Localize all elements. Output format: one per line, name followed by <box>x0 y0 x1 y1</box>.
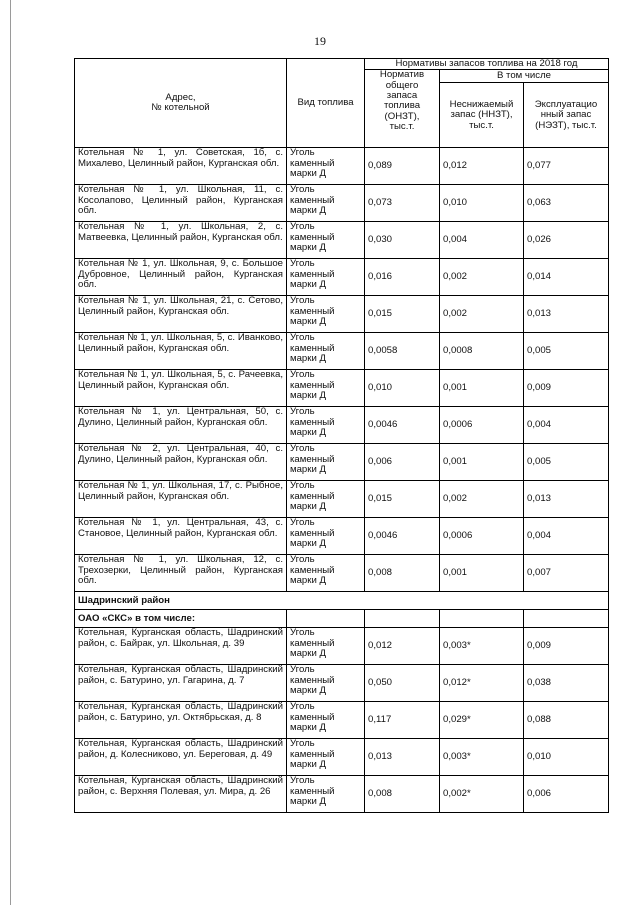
table-row <box>75 776 609 813</box>
header-fuel-type: Вид топлива <box>287 59 365 148</box>
address-cell: Котельная, Курганская область, Шадринский район, с. Батурино, ул. Гагарина, д. 7 <box>75 665 287 702</box>
nnzt-cell: 0,012 <box>440 148 524 185</box>
fuel-type-cell: Уголь каменный марки Д <box>287 222 365 259</box>
table-row <box>75 481 609 518</box>
total-reserve-cell: 0,089 <box>365 148 440 185</box>
nnzt-cell: 0,0008 <box>440 333 524 370</box>
address-cell: Котельная № 1, ул. Советская, 1б, с. Михалево, Целинный район, Курганская обл. <box>75 148 287 185</box>
section-empty-cell <box>524 610 609 628</box>
total-reserve-cell: 0,015 <box>365 296 440 333</box>
nnzt-cell: 0,029* <box>440 702 524 739</box>
table-row <box>75 148 609 185</box>
total-reserve-cell: 0,010 <box>365 370 440 407</box>
nezt-cell: 0,063 <box>524 185 609 222</box>
nezt-cell: 0,005 <box>524 444 609 481</box>
table-row <box>75 296 609 333</box>
fuel-type-cell: Уголь каменный марки Д <box>287 370 365 407</box>
address-cell: Котельная № 1, ул. Школьная, 11, с. Косолапово, Целинный район, Курганская обл. <box>75 185 287 222</box>
address-cell: Котельная № 1, ул. Школьная, 17, с. Рыбное, Целинный район, Курганская обл. <box>75 481 287 518</box>
nnzt-cell: 0,0006 <box>440 407 524 444</box>
address-cell: Котельная, Курганская область, Шадринский район, с. Верхняя Полевая, ул. Мира, д. 26 <box>75 776 287 813</box>
nezt-cell: 0,038 <box>524 665 609 702</box>
fuel-type-cell: Уголь каменный марки Д <box>287 444 365 481</box>
fuel-type-cell: Уголь каменный марки Д <box>287 628 365 665</box>
total-reserve-cell: 0,117 <box>365 702 440 739</box>
table-row <box>75 665 609 702</box>
nnzt-cell: 0,003* <box>440 739 524 776</box>
total-reserve-cell: 0,006 <box>365 444 440 481</box>
fuel-type-cell: Уголь каменный марки Д <box>287 665 365 702</box>
nnzt-cell: 0,004 <box>440 222 524 259</box>
header-nnzt: Неснижаемый запас (ННЗТ), тыс.т. <box>440 83 524 148</box>
address-cell: Котельная № 1, ул. Центральная, 43, с. Становое, Целинный район, Курганская обл. <box>75 518 287 555</box>
total-reserve-cell: 0,012 <box>365 628 440 665</box>
header-norms-group: Нормативы запасов топлива на 2018 год <box>365 59 609 70</box>
nnzt-cell: 0,002 <box>440 259 524 296</box>
header-including: В том числе <box>440 70 609 83</box>
fuel-type-cell: Уголь каменный марки Д <box>287 296 365 333</box>
nezt-cell: 0,026 <box>524 222 609 259</box>
fuel-type-cell: Уголь каменный марки Д <box>287 259 365 296</box>
nnzt-cell: 0,012* <box>440 665 524 702</box>
header-address: Адрес, № котельной <box>75 59 287 148</box>
nezt-cell: 0,077 <box>524 148 609 185</box>
table-row <box>75 444 609 481</box>
fuel-type-cell: Уголь каменный марки Д <box>287 518 365 555</box>
header-nezt: Эксплуатацио нный запас (НЭЗТ), тыс.т. <box>524 83 609 148</box>
address-cell: Котельная, Курганская область, Шадринский район, с. Байрак, ул. Школьная, д. 39 <box>75 628 287 665</box>
nnzt-cell: 0,001 <box>440 555 524 592</box>
fuel-type-cell: Уголь каменный марки Д <box>287 776 365 813</box>
nezt-cell: 0,009 <box>524 370 609 407</box>
address-cell: Котельная № 1, ул. Центральная, 50, с. Дулино, Целинный район, Курганская обл. <box>75 407 287 444</box>
total-reserve-cell: 0,016 <box>365 259 440 296</box>
total-reserve-cell: 0,0046 <box>365 407 440 444</box>
nezt-cell: 0,009 <box>524 628 609 665</box>
page-number: 19 <box>314 34 326 48</box>
fuel-type-cell: Уголь каменный марки Д <box>287 333 365 370</box>
header-total-reserve: Норматив общего запаса топлива (ОНЗТ), тыс.т. <box>365 70 440 148</box>
table-row <box>75 739 609 776</box>
fuel-type-cell: Уголь каменный марки Д <box>287 148 365 185</box>
total-reserve-cell: 0,0058 <box>365 333 440 370</box>
nezt-cell: 0,014 <box>524 259 609 296</box>
nnzt-cell: 0,003* <box>440 628 524 665</box>
scan-edge-line <box>10 0 11 905</box>
nnzt-cell: 0,0006 <box>440 518 524 555</box>
total-reserve-cell: 0,008 <box>365 555 440 592</box>
fuel-type-cell: Уголь каменный марки Д <box>287 185 365 222</box>
fuel-type-cell: Уголь каменный марки Д <box>287 702 365 739</box>
nnzt-cell: 0,002 <box>440 296 524 333</box>
address-cell: Котельная № 1, ул. Школьная, 5, с. Иванково, Целинный район, Курганская обл. <box>75 333 287 370</box>
nnzt-cell: 0,002 <box>440 481 524 518</box>
address-cell: Котельная, Курганская область, Шадринский район, д. Колесниково, ул. Береговая, д. 49 <box>75 739 287 776</box>
table-row <box>75 370 609 407</box>
nezt-cell: 0,004 <box>524 407 609 444</box>
nezt-cell: 0,006 <box>524 776 609 813</box>
total-reserve-cell: 0,0046 <box>365 518 440 555</box>
fuel-type-cell: Уголь каменный марки Д <box>287 481 365 518</box>
nnzt-cell: 0,001 <box>440 370 524 407</box>
section-empty-cell <box>287 610 365 628</box>
nezt-cell: 0,010 <box>524 739 609 776</box>
address-cell: Котельная № 1, ул. Школьная, 5, с. Рачеевка, Целинный район, Курганская обл. <box>75 370 287 407</box>
nnzt-cell: 0,002* <box>440 776 524 813</box>
nezt-cell: 0,005 <box>524 333 609 370</box>
section-company-title: ОАО «СКС» в том числе: <box>75 610 287 628</box>
address-cell: Котельная № 1, ул. Школьная, 2, с. Матвеевка, Целинный район, Курганская обл. <box>75 222 287 259</box>
nezt-cell: 0,088 <box>524 702 609 739</box>
address-cell: Котельная № 1, ул. Школьная, 12, с. Трехозерки, Целинный район, Курганская обл. <box>75 555 287 592</box>
nezt-cell: 0,007 <box>524 555 609 592</box>
address-cell: Котельная № 1, ул. Школьная, 9, с. Большое Дубровное, Целинный район, Курганская обл. <box>75 259 287 296</box>
section-empty-cell <box>365 610 440 628</box>
table-row <box>75 259 609 296</box>
address-cell: Котельная № 2, ул. Центральная, 40, с. Дулино, Целинный район, Курганская обл. <box>75 444 287 481</box>
total-reserve-cell: 0,015 <box>365 481 440 518</box>
total-reserve-cell: 0,050 <box>365 665 440 702</box>
address-cell: Котельная, Курганская область, Шадринский район, с. Батурино, ул. Октябрьская, д. 8 <box>75 702 287 739</box>
nezt-cell: 0,013 <box>524 481 609 518</box>
fuel-type-cell: Уголь каменный марки Д <box>287 555 365 592</box>
section-empty-cell <box>440 610 524 628</box>
table-row <box>75 518 609 555</box>
table-row <box>75 702 609 739</box>
table-row <box>75 222 609 259</box>
total-reserve-cell: 0,008 <box>365 776 440 813</box>
total-reserve-cell: 0,073 <box>365 185 440 222</box>
table-row <box>75 407 609 444</box>
total-reserve-cell: 0,030 <box>365 222 440 259</box>
table-row <box>75 628 609 665</box>
nezt-cell: 0,004 <box>524 518 609 555</box>
total-reserve-cell: 0,013 <box>365 739 440 776</box>
nnzt-cell: 0,001 <box>440 444 524 481</box>
table-row <box>75 333 609 370</box>
fuel-norms-table <box>74 58 609 813</box>
fuel-type-cell: Уголь каменный марки Д <box>287 739 365 776</box>
fuel-type-cell: Уголь каменный марки Д <box>287 407 365 444</box>
section-district-title: Шадринский район <box>75 592 609 610</box>
nezt-cell: 0,013 <box>524 296 609 333</box>
table-row <box>75 185 609 222</box>
address-cell: Котельная № 1, ул. Школьная, 21, с. Сетово, Целинный район, Курганская обл. <box>75 296 287 333</box>
table-row <box>75 555 609 592</box>
nnzt-cell: 0,010 <box>440 185 524 222</box>
